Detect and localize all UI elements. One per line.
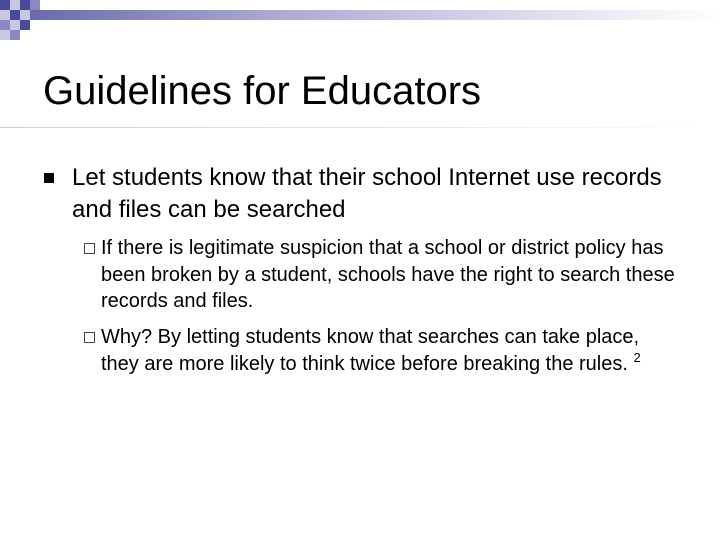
checker-square xyxy=(20,20,30,30)
checker-square xyxy=(0,10,10,20)
checker-square xyxy=(30,0,40,10)
header-gradient-bar xyxy=(30,10,720,20)
sub-bullet-text: If there is legitimate suspicion that a school or district policy has been broken by a student, schools have the right to search these records and files. xyxy=(101,237,675,312)
hollow-square-icon xyxy=(84,332,95,343)
sub-bullet-text: Why? By letting students know that searches can take place, they are more likely to think twice before breaking the rules. xyxy=(101,326,640,375)
checker-square xyxy=(10,20,20,30)
checker-square xyxy=(10,30,20,40)
checker-square xyxy=(20,10,30,20)
title-divider xyxy=(0,127,720,128)
checker-square xyxy=(0,30,10,40)
checker-square xyxy=(10,10,20,20)
checker-square xyxy=(0,20,10,30)
footnote-marker: 2 xyxy=(633,349,641,365)
filled-square-icon xyxy=(44,173,54,183)
checker-square xyxy=(10,0,20,10)
sub-bullet-item xyxy=(101,324,681,379)
bullet-text: Let students know that their school Internet use records and files can be searched xyxy=(72,164,662,223)
page-title: Guidelines for Educators xyxy=(43,69,482,113)
checker-square xyxy=(20,0,30,10)
hollow-square-icon xyxy=(84,243,95,254)
checker-square xyxy=(0,0,10,10)
